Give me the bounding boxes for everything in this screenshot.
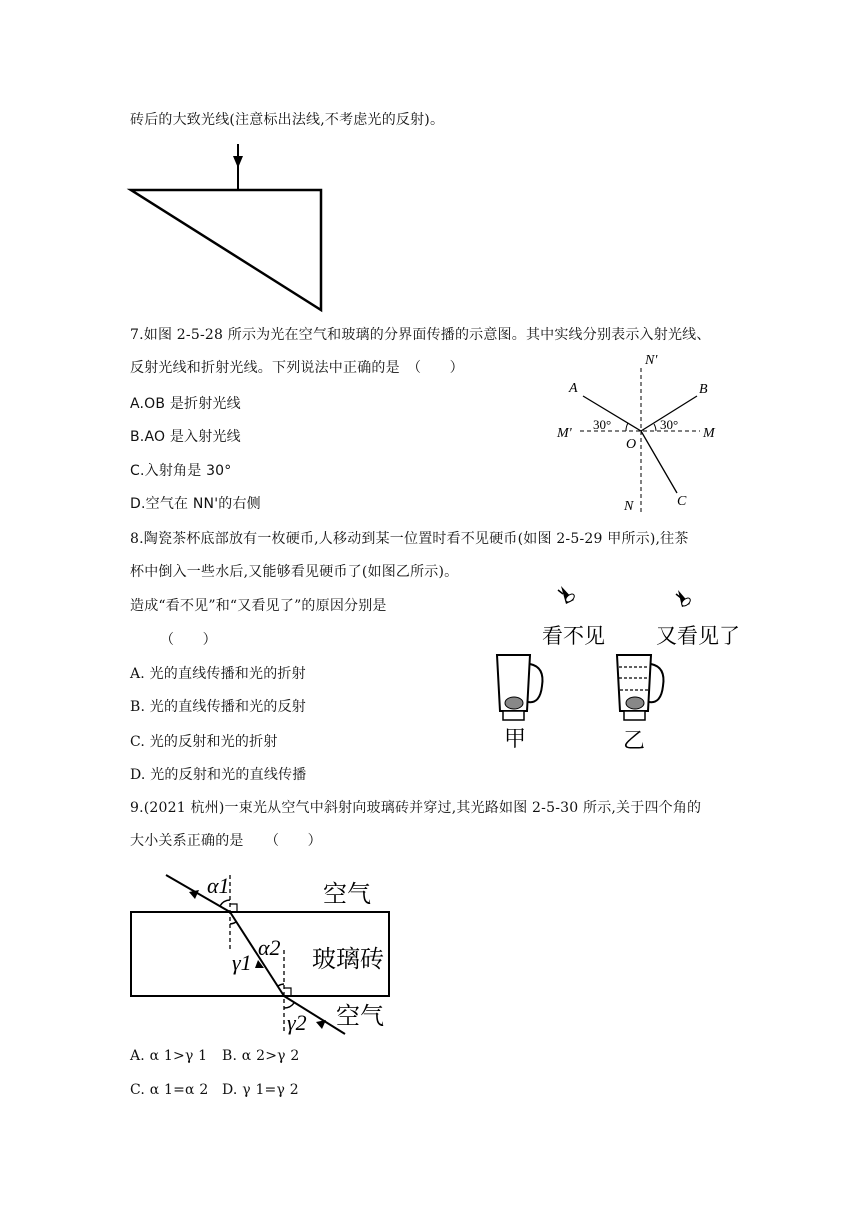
q8-label-left: 甲 (504, 727, 527, 752)
q8-answer-paren: （ ） (160, 632, 217, 648)
q9-stem-line2: 大小关系正确的是 （ ） (130, 833, 322, 849)
q8-stem-line1: 8.陶瓷茶杯底部放有一枚硬币,人移动到某一位置时看不见硬币(如图 2-5-29 甲所示),往茶 (130, 531, 689, 547)
q7-label-o: O (626, 437, 637, 452)
q7-label-a: A (569, 381, 578, 396)
q9-option-b: B. α 2>γ 2 (222, 1048, 300, 1064)
q8-stem-line2: 杯中倒入一些水后,又能够看见硬币了(如图乙所示)。 (130, 564, 459, 580)
q8-caption-left: 看不见 (542, 624, 605, 648)
q7-stem-line1: 7.如图 2-5-28 所示为光在空气和玻璃的分界面传播的示意图。其中实线分别表示入射光线、 (130, 327, 711, 343)
q8-option-d: D. 光的反射和光的直线传播 (130, 767, 307, 783)
q8-option-a: A. 光的直线传播和光的折射 (130, 666, 306, 682)
q7-label-c: C (677, 494, 687, 509)
q8-caption-right: 又看见了 (656, 624, 740, 648)
q7-stem-line2: 反射光线和折射光线。下列说法中正确的是 （ ） (130, 360, 464, 376)
q7-label-b: B (699, 382, 708, 397)
q8-option-c: C. 光的反射和光的折射 (130, 734, 278, 750)
q7-option-d: D.空气在 NN'的右侧 (130, 496, 261, 512)
q7-option-c: C.入射角是 30° (130, 463, 232, 479)
q9-label-air-top: 空气 (323, 880, 371, 908)
q7-label-n-bottom: N (624, 499, 634, 514)
q9-option-c: C. α 1=α 2 (130, 1082, 209, 1098)
q7-label-m-right: M (703, 426, 715, 441)
q8-label-right: 乙 (623, 729, 646, 754)
q9-stem-line1: 9.(2021 杭州)一束光从空气中斜射向玻璃砖并穿过,其光路如图 2-5-30 所示,关于四个角的 (130, 800, 702, 816)
q7-option-b: B.AO 是入射光线 (130, 429, 241, 445)
q9-option-d: D. γ 1=γ 2 (222, 1082, 299, 1098)
q8-option-b: B. 光的直线传播和光的反射 (130, 699, 306, 715)
q8-stem-line3: 造成“看不见”和“又看见了”的原因分别是 (130, 598, 387, 614)
q9-label-air-bottom: 空气 (336, 1002, 384, 1030)
q9-label-gamma2: γ2 (287, 1010, 307, 1035)
q7-angle-label-left: 30° (593, 417, 612, 432)
q9-label-alpha1: α1 (207, 873, 230, 898)
q7-label-n-top: N' (645, 353, 658, 368)
q7-option-a: A.OB 是折射光线 (130, 396, 241, 412)
q7-angle-label-right: 30° (660, 417, 679, 432)
q9-label-alpha2: α2 (258, 935, 281, 960)
q6-tail-text: 砖后的大致光线(注意标出法线,不考虑光的反射)。 (130, 112, 445, 128)
q7-label-m-left: M' (557, 426, 572, 441)
q9-label-gamma1: γ1 (232, 950, 252, 975)
q9-option-a: A. α 1>γ 1 (130, 1048, 208, 1064)
q9-label-glass: 玻璃砖 (312, 945, 384, 973)
